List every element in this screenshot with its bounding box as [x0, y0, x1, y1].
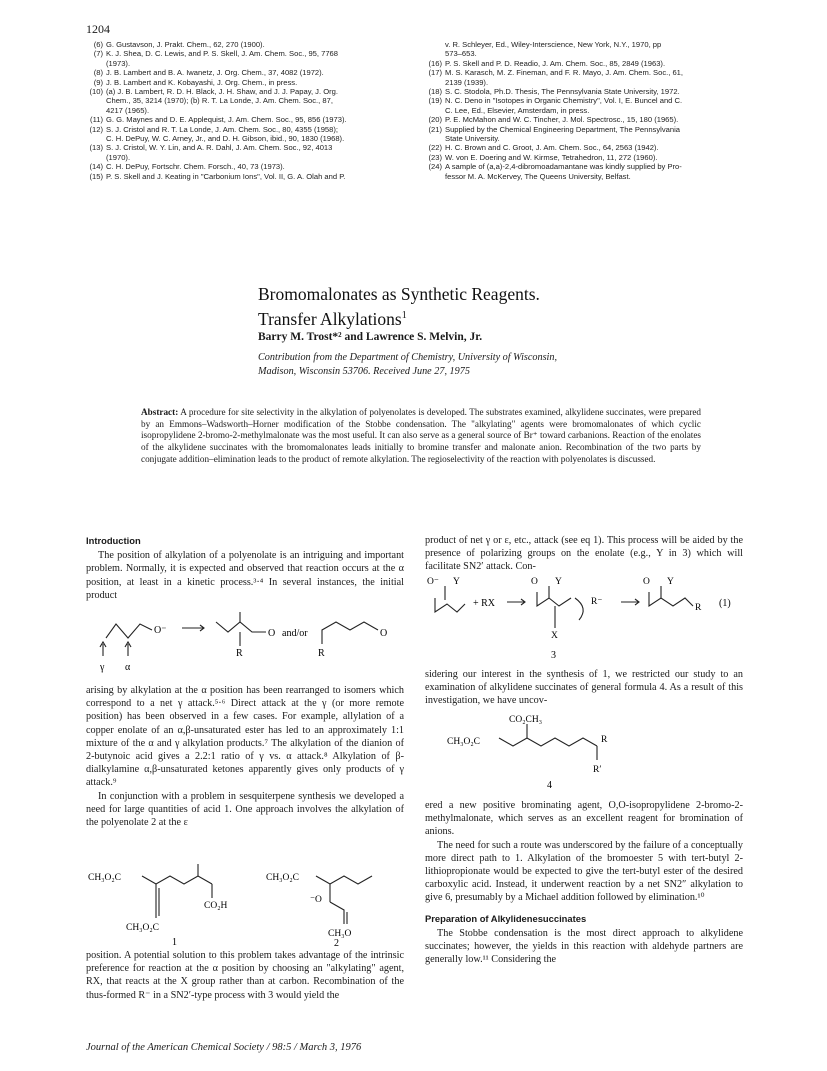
reference-text	[106, 68, 416, 77]
compound-1-chain	[142, 876, 212, 884]
title-footnote-marker: 1	[401, 310, 407, 321]
reference-number: (7)	[93, 49, 103, 59]
right-column-top	[425, 534, 743, 574]
eq1-r-minus: R⁻	[591, 597, 603, 607]
compound-4-chain	[499, 738, 597, 746]
reference-line: H. C. Brown and C. Groot, J. Am. Chem. Soc., 64, 2563 (1942).	[445, 143, 659, 153]
scheme-intro	[86, 608, 404, 678]
references-left	[86, 40, 416, 181]
reference-text	[106, 125, 416, 144]
left-column-bottom	[86, 949, 404, 1002]
eq1-y1: Y	[453, 577, 460, 587]
reference-number: (18)	[428, 87, 442, 97]
reference-number: (11)	[90, 115, 103, 125]
reference-line: S. J. Cristol and R. T. La Londe, J. Am. Chem. Soc., 80, 4355 (1958);	[106, 124, 339, 134]
reference-text	[106, 115, 416, 124]
reference-text	[106, 40, 416, 49]
left-column-mid	[86, 684, 404, 829]
preparation-heading: Preparation of Alkylidenesuccinates	[425, 912, 587, 924]
reference-text	[106, 49, 416, 68]
reference-number: (14)	[89, 162, 103, 172]
reference-text	[445, 59, 755, 68]
reference-line: N. C. Deno in "Isotopes in Organic Chemistry", Vol. I, E. Buncel and C.	[445, 96, 683, 106]
reference-number: (24)	[428, 162, 442, 172]
reference-item	[425, 96, 755, 115]
eq1-plus-rx: + RX	[473, 598, 496, 609]
page-number: 1204	[86, 22, 110, 36]
compound-1-acid: CO₂H	[204, 901, 228, 911]
product-r-label: R	[236, 648, 243, 659]
reference-text	[106, 172, 416, 181]
reference-number: (21)	[428, 124, 442, 134]
reference-line: fessor M. A. McKervey, The Queens University, Belfast.	[445, 171, 631, 181]
compound-2-ester: CH₃O₂C	[266, 873, 300, 883]
compound-4-top-ester: CO₂CH₃	[509, 715, 543, 725]
reference-item	[425, 40, 755, 59]
reference-item	[425, 153, 755, 162]
compound-2-label: 2	[334, 938, 339, 948]
reference-item	[86, 172, 416, 181]
intermediate-chain	[537, 592, 571, 606]
reference-text	[445, 87, 755, 96]
reference-item	[86, 87, 416, 115]
scheme-equation-1	[425, 572, 743, 664]
compound-2-chain	[316, 876, 372, 884]
reference-text	[445, 125, 755, 144]
reference-text	[445, 115, 755, 124]
reference-line: (a) J. B. Lambert, R. D. H. Black, J. H. Shaw, and J. J. Papay, J. Org.	[106, 87, 338, 97]
affiliation-line-2: Madison, Wisconsin 53706. Received June 27, 1975	[258, 365, 470, 377]
compound-2-methoxy: CH₃O	[328, 929, 352, 939]
reference-number: (23)	[428, 152, 442, 162]
compound-4-rprime: R′	[593, 765, 602, 775]
reference-line: K. J. Shea, D. C. Lewis, and P. S. Skell, J. Am. Chem. Soc., 95, 7768	[106, 49, 339, 59]
compound-2-enolate	[330, 902, 344, 924]
abstract-label: Abstract:	[141, 407, 179, 417]
reference-line: W. von E. Doering and W. Kirmse, Tetrahedron, 11, 272 (1960).	[445, 152, 658, 162]
reference-text	[106, 87, 416, 115]
reference-line: P. S. Skell and P. D. Readio, J. Am. Chem. Soc., 85, 2849 (1963).	[445, 58, 666, 68]
reference-number: (22)	[428, 143, 442, 153]
right-paragraph-1: product of net γ or ε, etc., attack (see eq 1). This process will be aided by the presence of polarizing groups on the enolate (e.g., Y in 3) which will facilitate SN2′ attack. Con-	[425, 535, 743, 573]
compound-4-label: 4	[547, 780, 552, 790]
reference-line: 573–653.	[445, 49, 477, 59]
reference-number: (13)	[89, 143, 103, 153]
reference-line: S. J. Cristol, W. Y. Lin, and A. R. Dahl, J. Am. Chem. Soc., 92, 4013	[106, 143, 333, 153]
affiliation-line-1: Contribution from the Department of Chemistry, University of Wisconsin,	[258, 352, 558, 363]
reference-line: (1973).	[106, 58, 131, 68]
right-paragraph-5: The Stobbe condensation is the most direct approach to alkylidene succinates; however, the yields in this reaction with aldehyde partners are generally low.¹¹ Considering the	[425, 927, 743, 966]
product-o-label: O	[268, 628, 276, 639]
reference-text	[445, 153, 755, 162]
eq1-o3: O	[643, 577, 650, 587]
eq1-y2: Y	[555, 577, 562, 587]
reference-line: A sample of (a,a)-2,4-dibromoadamantane was kindly supplied by Pro-	[445, 162, 682, 172]
reference-line: C. H. DePuy, Fortschr. Chem. Forsch., 40, 73 (1973).	[106, 162, 285, 172]
curved-arrow	[575, 598, 583, 620]
reference-item	[86, 143, 416, 162]
compound-1-ester-bottom: CH₃O₂C	[126, 923, 160, 933]
reference-line: v. R. Schleyer, Ed., Wiley-Interscience, New York, N.Y., 1970, pp	[445, 40, 662, 49]
right-paragraph-3: ered a new positive brominating agent, O,O-isopropylidene 2-bromo-2-methylmalonate, which serves as an excellent reagent for bromination of anions.	[425, 800, 743, 838]
scheme-compound-4	[425, 710, 743, 790]
reference-number: (16)	[428, 58, 442, 68]
reference-line: J. B. Lambert and K. Kobayashi, J. Org. Chem., in press.	[106, 77, 298, 87]
reference-text	[106, 162, 416, 171]
title-line-2: Transfer Alkylations	[258, 308, 402, 329]
compound-4-r: R	[601, 735, 608, 745]
reference-number: (10)	[89, 87, 103, 97]
reference-number: (20)	[428, 115, 442, 125]
reference-item	[86, 162, 416, 171]
reference-line: Chem., 35, 3214 (1970); (b) R. T. La Londe, J. Am. Chem. Soc., 87,	[106, 96, 333, 106]
reference-text	[445, 162, 755, 181]
right-column-bottom	[425, 799, 743, 966]
gamma-label: γ	[100, 662, 105, 673]
title-line-1: Bromomalonates as Synthetic Reagents.	[258, 284, 540, 304]
reference-number: (9)	[93, 77, 103, 87]
reference-line: M. S. Karasch, M. Z. Fineman, and F. R. Mayo, J. Am. Chem. Soc., 61,	[445, 68, 684, 78]
reference-line: P. S. Skell and J. Keating in "Carbonium Ions", Vol. II, G. A. Olah and P.	[106, 171, 346, 181]
reference-text	[445, 40, 755, 59]
reference-text	[106, 78, 416, 87]
reference-number: (6)	[93, 40, 103, 49]
reference-line: (1970).	[106, 152, 131, 162]
compound-1-ester-top: CH₃O₂C	[88, 873, 122, 883]
o-minus-label: O⁻	[154, 625, 167, 636]
reference-line: 4217 (1965).	[106, 105, 150, 115]
polyenolate-chain	[106, 624, 152, 638]
eq1-x: X	[551, 631, 558, 641]
right-paragraph-4: The need for such a route was underscored by the failure of a conceptually more direct path to 1. Alkylation of the bromoester 5 with tert-butyl 2-lithiopropionate would be expected to give the tert-butyl ester of the desired carboxylic acid. Instead, it underwent reaction by a net SN2″ alkylation to give 6, presumably by a Michael addition followed by elimination.¹⁰	[425, 839, 743, 904]
eq1-r: R	[695, 603, 702, 613]
reference-item	[425, 68, 755, 87]
reference-line: 2139 (1939).	[445, 77, 489, 87]
reference-item	[86, 68, 416, 77]
enolate-chain	[435, 598, 465, 612]
compound-3-label: 3	[551, 650, 556, 661]
references-right	[425, 40, 755, 181]
reference-item	[86, 40, 416, 49]
intro-paragraph-4: position. A potential solution to this problem takes advantage of the intrinsic preference for reaction at the α position by choosing an "alkylating" agent, RX, that reacts at the X group rather than at carbon. Recombination of the thus-formed R⁻ in a SN2′-type process with 3 would yield the	[86, 950, 404, 1001]
reference-number: (15)	[89, 171, 103, 181]
reference-item	[425, 143, 755, 152]
reference-item	[425, 59, 755, 68]
abstract-text: A procedure for site selectivity in the alkylation of polyenolates is developed. The substrates examined, alkylidene succinates, were prepared by an Emmons–Wadsworth–Horner modification of the Stobbe condensation. The "alkylating" agents were bromomalonates of which cyclic isopropylidene 2-bromo-2-methylmalonate was the most useful. It can also serve as a general source of Br⁺ toward carbanions. Reaction of the enolates of the alkylidene succinates with the bromomalonates leads initially to bromine transfer and malonate anion. Recombination of the two parts by conjugate addition–elimination leads to the product of remote alkylation. The regioselectivity of the reaction with polyenolates is discussed.	[141, 407, 701, 464]
product2-r-label: R	[318, 648, 325, 659]
article-title	[258, 283, 540, 330]
reference-text	[106, 143, 416, 162]
compound-4-left-ester: CH₃O₂C	[447, 737, 481, 747]
alpha-product-chain	[216, 622, 266, 632]
reference-text	[445, 96, 755, 115]
reference-item	[86, 115, 416, 124]
reference-item	[425, 125, 755, 144]
reference-item	[86, 78, 416, 87]
equation-number: (1)	[719, 598, 731, 609]
eq1-y3: Y	[667, 577, 674, 587]
gamma-product-chain	[322, 622, 378, 644]
right-paragraph-2: sidering our interest in the synthesis of 1, we restricted our study to an examination of alkylidene succinates of general formula 4. As a result of this investigation, we have uncov-	[425, 669, 743, 707]
intro-paragraph-3: In conjunction with a problem in sesquiterpene synthesis we developed a need for large quantities of acid 1. One approach involves the alkylation of the polyenolate 2 at the ε	[86, 790, 404, 829]
introduction-heading: Introduction	[86, 535, 141, 546]
alpha-label: α	[125, 662, 131, 673]
reference-line: G. G. Maynes and D. E. Applequist, J. Am. Chem. Soc., 95, 856 (1973).	[106, 115, 347, 125]
abstract	[141, 407, 701, 466]
compound-1-label: 1	[172, 937, 177, 948]
product2-o-label: O	[380, 628, 388, 639]
right-column-mid	[425, 668, 743, 708]
reference-line: P. E. McMahon and W. C. Tincher, J. Mol. Spectrosc., 15, 180 (1965).	[445, 115, 679, 125]
reference-item	[425, 87, 755, 96]
reference-number: (19)	[428, 96, 442, 106]
and-or-label: and/or	[282, 628, 308, 639]
reference-line: G. Gustavson, J. Prakt. Chem., 62, 270 (1900).	[106, 40, 265, 49]
product-chain	[649, 592, 693, 606]
reference-number: (12)	[89, 124, 103, 134]
reference-line: J. B. Lambert and B. A. Iwanetz, J. Org. Chem., 37, 4082 (1972).	[106, 68, 324, 78]
eq1-o-minus: O⁻	[427, 577, 439, 587]
reference-item	[86, 125, 416, 144]
affiliation	[258, 351, 718, 378]
intro-paragraph-2: arising by alkylation at the α position has been rearranged to isomers which correspond to a net γ attack.⁵·⁶ Direct attack at the γ (or more remote position) has been observed in a few cases. For example, allylation of a copper enolate of an α,β-unsaturated ester has led to an approximately 1:1 mixture of the α and γ alkylation products.⁷ The alkylation of the dianion of 2-butynoic acid gives a 2.2:1 ratio of γ vs. α attack.⁸ Alkylation of β-dialkylamine α,β-unsaturated ketones apparently gives only products of γ attack.⁹	[86, 685, 404, 789]
reference-line: C. H. DePuy, W. C. Arney, Jr., and D. H. Gibson, ibid., 90, 1830 (1968).	[106, 134, 345, 144]
reference-text	[445, 143, 755, 152]
reference-text	[445, 68, 755, 87]
reference-line: State University.	[445, 134, 500, 144]
left-column-top	[86, 534, 404, 602]
reference-item	[425, 162, 755, 181]
reference-line: C. Lee, Ed., Elsevier, Amsterdam, in press.	[445, 105, 590, 115]
eq1-o2: O	[531, 577, 538, 587]
authors: Barry M. Trost*² and Lawrence S. Melvin, Jr.	[258, 331, 483, 343]
reference-number: (17)	[428, 68, 442, 78]
compound-2-enolate-o: ⁻O	[310, 895, 322, 905]
journal-footer: Journal of the American Chemical Society / 98:5 / March 3, 1976	[86, 1042, 362, 1053]
reference-line: Supplied by the Chemical Engineering Department, The Pennsylvania	[445, 124, 680, 134]
reference-item	[86, 49, 416, 68]
reference-number: (8)	[93, 68, 103, 78]
intro-paragraph-1: The position of alkylation of a polyenolate is an intriguing and important problem. Normally, it is expected and observed that reaction occurs at the α position, at least in a kinetic process.³·⁴ In several instances, the initial product	[86, 550, 404, 601]
scheme-compounds-1-2	[86, 860, 404, 948]
reference-line: S. C. Stodola, Ph.D. Thesis, The Pennsylvania State University, 1972.	[445, 87, 680, 97]
reference-item	[425, 115, 755, 124]
